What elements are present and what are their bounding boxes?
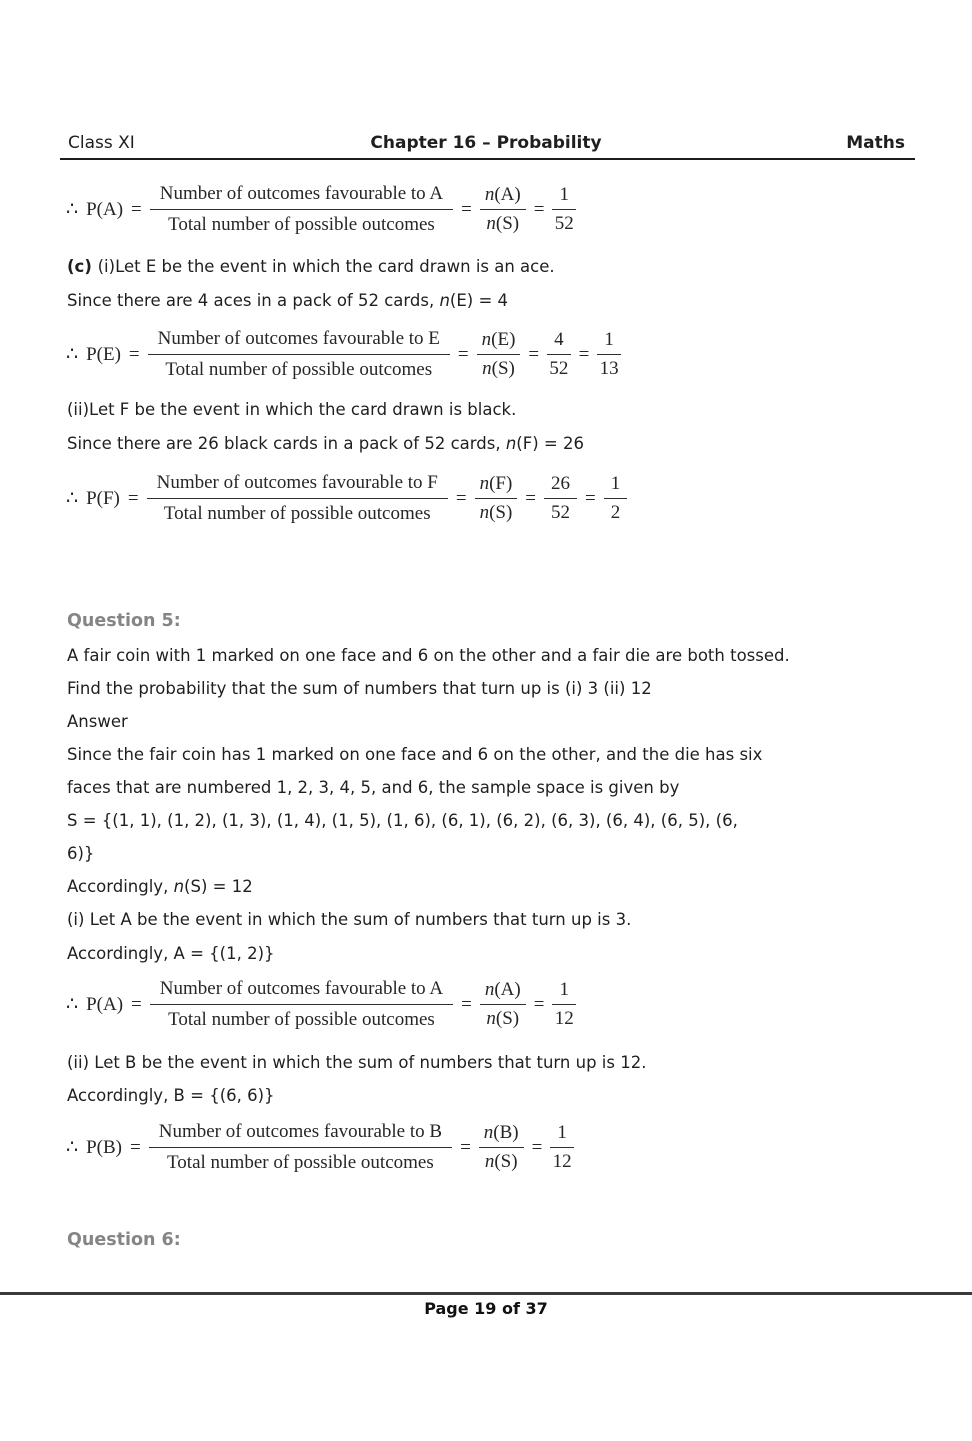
equals-sign: = — [528, 343, 540, 365]
footer-page-number: Page 19 of 37 — [424, 1299, 548, 1318]
fraction-numerator: n(E) — [477, 329, 521, 355]
body-line-set-b: Accordingly, B = {(6, 6)} — [67, 1086, 275, 1105]
formula-p-e-ace — [66, 328, 621, 382]
fraction-numerator: 1 — [552, 184, 576, 210]
body-line-black-count: Since there are 26 black cards in a pack of 52 cards, n(F) = 26 — [67, 434, 584, 453]
formula-p-f-black — [66, 472, 627, 526]
prob-lhs: P(A) — [86, 198, 124, 220]
fraction-denominator: 52 — [554, 213, 574, 235]
equals-sign: = — [461, 993, 472, 1015]
body-line-event-a: (i) Let A be the event in which the sum of numbers that turn up is 3. — [67, 910, 632, 929]
fraction-denominator: n(S) — [479, 502, 513, 524]
result-fraction — [552, 184, 576, 236]
result-fraction — [547, 329, 571, 381]
definition-fraction — [150, 978, 453, 1032]
question-5-heading: Question 5: — [67, 611, 181, 631]
fraction-denominator: Total number of possible outcomes — [165, 359, 433, 381]
fraction-numerator: 1 — [604, 473, 628, 499]
header-divider — [60, 158, 915, 160]
equals-sign: = — [130, 1136, 141, 1158]
formula-p-b-sum12 — [66, 1121, 574, 1175]
n-ratio-fraction — [477, 329, 521, 381]
equals-sign: = — [533, 993, 545, 1015]
header-chapter-title: Chapter 16 – Probability — [370, 133, 602, 153]
result-fraction — [597, 329, 621, 381]
fraction-denominator: 2 — [610, 502, 621, 524]
fraction-denominator: Total number of possible outcomes — [168, 214, 435, 236]
therefore-symbol: ∴ — [66, 199, 79, 221]
therefore-symbol: ∴ — [66, 344, 79, 366]
therefore-symbol: ∴ — [66, 1137, 79, 1159]
equals-sign: = — [127, 487, 139, 509]
fraction-numerator: Number of outcomes favourable to E — [148, 328, 450, 355]
equals-sign: = — [457, 343, 469, 365]
equals-sign: = — [128, 343, 140, 365]
fraction-numerator: Number of outcomes favourable to A — [150, 978, 453, 1005]
fraction-denominator: n(S) — [486, 1008, 520, 1030]
fraction-denominator: 52 — [549, 358, 569, 380]
fraction-denominator: Total number of possible outcomes — [167, 1152, 434, 1174]
n-ratio-fraction — [475, 473, 518, 525]
fraction-numerator: Number of outcomes favourable to F — [147, 472, 448, 499]
n-ratio-fraction — [479, 1122, 524, 1174]
fraction-denominator: 12 — [554, 1008, 574, 1030]
n-ratio-fraction — [480, 184, 526, 236]
body-line-q5-statement-1: A fair coin with 1 marked on one face and 6 on the other and a fair die are both tossed. — [67, 646, 790, 665]
equals-sign: = — [533, 198, 545, 220]
definition-fraction — [148, 328, 450, 382]
question-6-heading: Question 6: — [67, 1230, 181, 1250]
prob-lhs: P(E) — [86, 343, 121, 365]
fraction-numerator: n(B) — [479, 1122, 524, 1148]
result-fraction — [604, 473, 628, 525]
fraction-denominator: Total number of possible outcomes — [163, 503, 431, 525]
body-line-answer-label: Answer — [67, 712, 128, 731]
result-fraction — [544, 473, 577, 525]
definition-fraction — [147, 472, 448, 526]
fraction-denominator: n(S) — [482, 358, 515, 380]
body-line-f-intro: (ii)Let F be the event in which the card drawn is black. — [67, 400, 517, 419]
body-line-answer-1: Since the fair coin has 1 marked on one face and 6 on the other, and the die has six — [67, 745, 763, 764]
equals-sign: = — [461, 198, 472, 220]
body-line-answer-2: faces that are numbered 1, 2, 3, 4, 5, and 6, the sample space is given by — [67, 778, 680, 797]
body-line-sample-space-1: S = {(1, 1), (1, 2), (1, 3), (1, 4), (1, 5), (1, 6), (6, 1), (6, 2), (6, 3), (6, 4), (6, 5), (6, — [67, 811, 738, 830]
fraction-numerator: n(A) — [480, 979, 526, 1005]
fraction-numerator: n(F) — [475, 473, 518, 499]
footer-divider — [0, 1292, 972, 1295]
equals-sign: = — [578, 343, 590, 365]
fraction-denominator: n(S) — [486, 213, 520, 235]
fraction-numerator: 26 — [544, 473, 577, 499]
fraction-numerator: n(A) — [480, 184, 526, 210]
fraction-numerator: 4 — [547, 329, 571, 355]
fraction-denominator: 12 — [552, 1151, 572, 1173]
equals-sign: = — [131, 993, 142, 1015]
formula-p-a-sum3 — [66, 978, 576, 1032]
fraction-numerator: Number of outcomes favourable to B — [149, 1121, 452, 1148]
definition-fraction — [150, 183, 453, 237]
fraction-numerator: 1 — [597, 329, 621, 355]
body-line-event-b: (ii) Let B be the event in which the sum of numbers that turn up is 12. — [67, 1053, 647, 1072]
header-subject: Maths — [846, 133, 905, 153]
body-line-set-a: Accordingly, A = {(1, 2)} — [67, 944, 275, 963]
equals-sign: = — [585, 487, 596, 509]
fraction-denominator: n(S) — [484, 1151, 518, 1173]
formula-p-a-card — [66, 183, 576, 237]
fraction-denominator: 52 — [551, 502, 571, 524]
equals-sign: = — [531, 1136, 543, 1158]
result-fraction — [552, 979, 576, 1031]
fraction-denominator: Total number of possible outcomes — [168, 1009, 435, 1031]
fraction-numerator: 1 — [552, 979, 576, 1005]
n-ratio-fraction — [480, 979, 526, 1031]
equals-sign: = — [131, 198, 142, 220]
prob-lhs: P(A) — [86, 993, 124, 1015]
fraction-numerator: 1 — [550, 1122, 574, 1148]
body-line-c-intro: (c) (i)Let E be the event in which the card drawn is an ace. — [67, 257, 555, 276]
header-class: Class XI — [68, 133, 135, 153]
prob-lhs: P(F) — [86, 487, 120, 509]
body-line-sample-space-2: 6)} — [67, 844, 95, 863]
fraction-denominator: 13 — [599, 358, 619, 380]
fraction-numerator: Number of outcomes favourable to A — [150, 183, 453, 210]
therefore-symbol: ∴ — [66, 994, 79, 1016]
body-line-q5-statement-2: Find the probability that the sum of numbers that turn up is (i) 3 (ii) 12 — [67, 679, 652, 698]
equals-sign: = — [460, 1136, 471, 1158]
equals-sign: = — [455, 487, 467, 509]
body-line-aces-count: Since there are 4 aces in a pack of 52 cards, n(E) = 4 — [67, 291, 509, 310]
body-line-n-s-value: Accordingly, n(S) = 12 — [67, 877, 253, 896]
equals-sign: = — [525, 487, 537, 509]
result-fraction — [550, 1122, 574, 1174]
prob-lhs: P(B) — [86, 1136, 122, 1158]
therefore-symbol: ∴ — [66, 488, 79, 510]
definition-fraction — [149, 1121, 452, 1175]
